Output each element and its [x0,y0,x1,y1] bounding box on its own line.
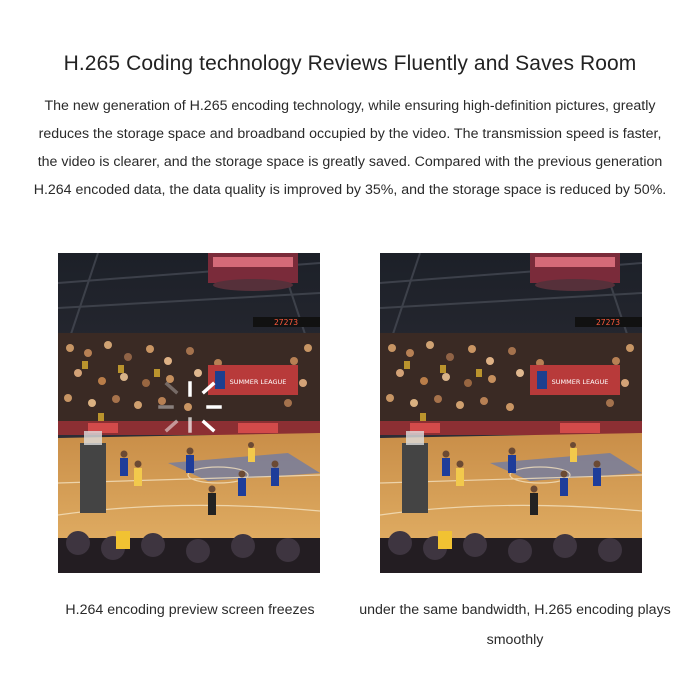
arena-scene-illustration [58,253,320,573]
basket-stanchion [80,443,106,513]
h265-preview-image [380,253,642,573]
banner-text: SUMMER LEAGUE [551,378,609,386]
arena-scene-illustration [380,253,642,573]
scoreboard-text: 27273 [273,318,299,327]
headline: H.265 Coding technology Reviews Fluently and Saves Room [63,52,637,75]
banner-text: SUMMER LEAGUE [229,378,287,386]
h265-caption: under the same bandwidth, H.265 encoding plays smoothly [359,602,671,648]
h264-preview-image [58,253,320,573]
basket-stanchion [402,443,428,513]
h264-caption: H.264 encoding preview screen freezes [65,602,315,618]
scoreboard-text: 27273 [595,318,621,327]
description: The new generation of H.265 encoding technology, while ensuring high-definition pictures, greatly reduces the storage space and broadband occupied by the video. The transmission speed is faster, the video is clearer, and the storage space is greatly saved. Compared with the previous generation H.264 encoded data, the data quality is improved by 35%, and the storage space is reduced by 50%. [33,98,667,198]
